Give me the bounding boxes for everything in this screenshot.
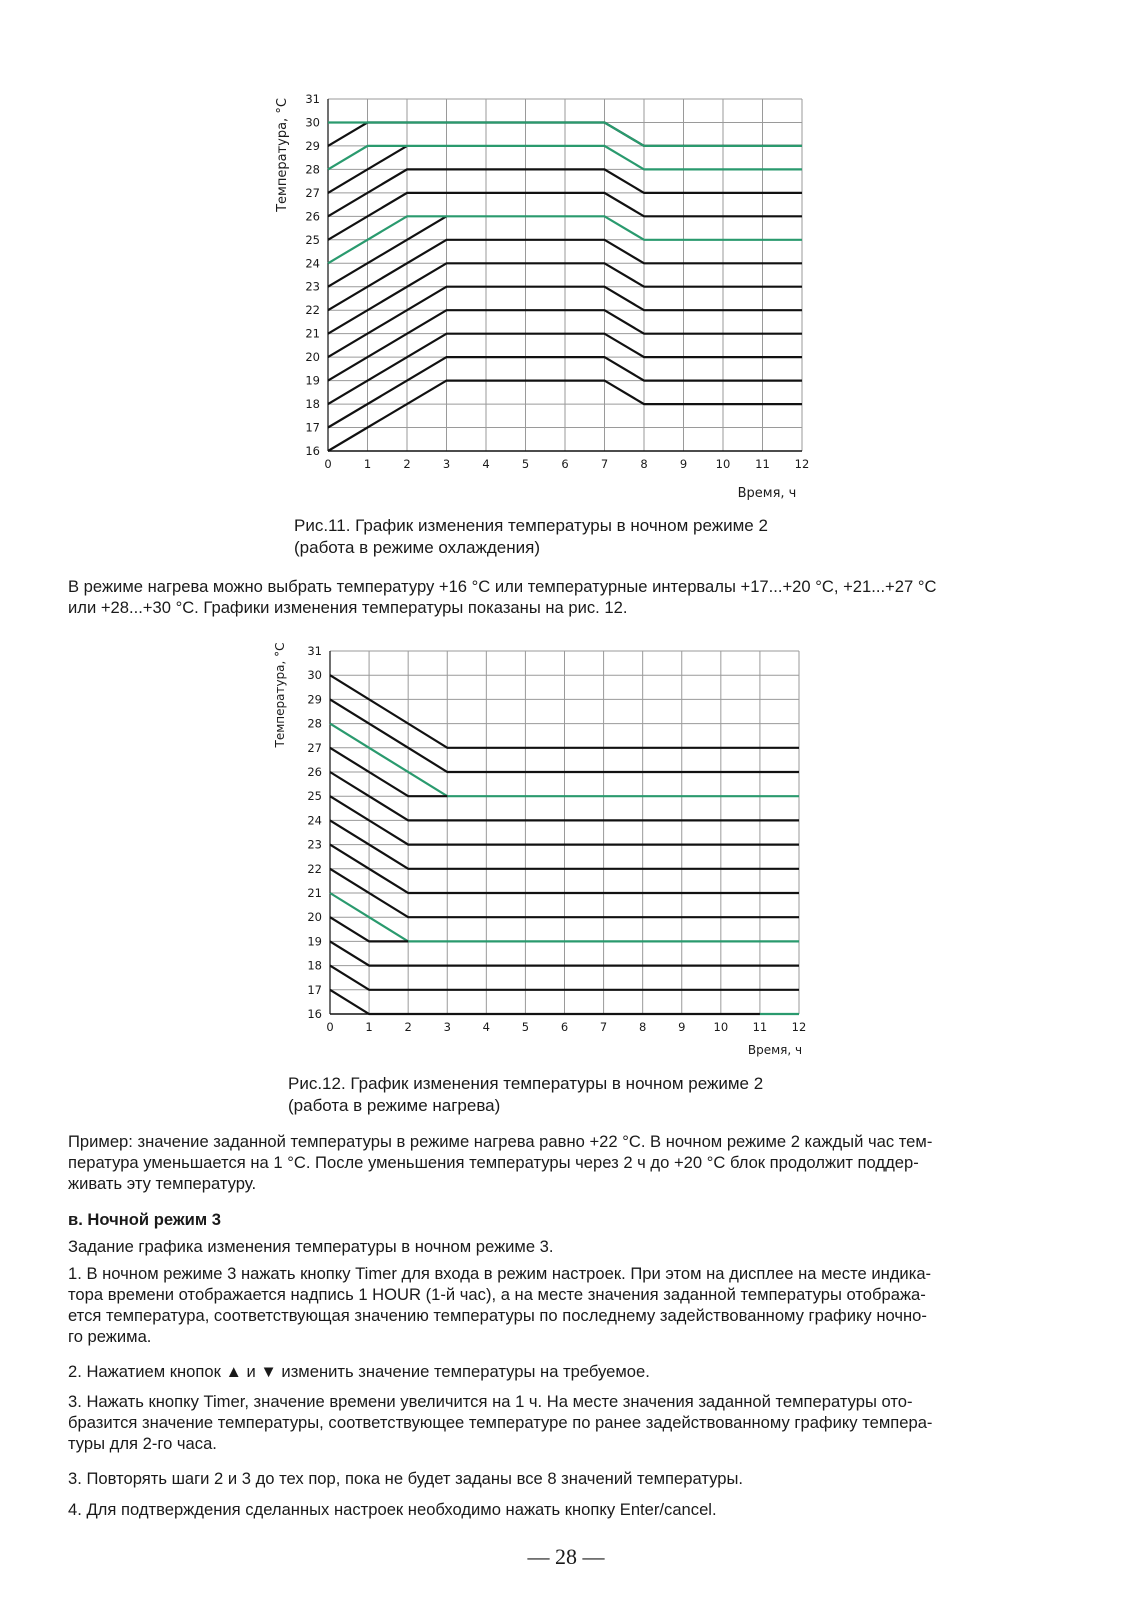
- x-tick-label: 9: [679, 457, 688, 471]
- intro-line: В режиме нагрева можно выбрать температуру +16 °С или температурные интервалы +17...+20 °С, +21...+27 °С: [68, 577, 937, 596]
- y-tick-label: 22: [307, 861, 322, 876]
- step3b-text: 3. Повторять шаги 2 и 3 до тех пор, пока не будет заданы все 8 значений температуры.: [68, 1469, 744, 1488]
- x-tick-label: 12: [794, 457, 810, 471]
- example-line: живать эту температуру.: [68, 1174, 257, 1193]
- y-tick-label: 26: [307, 765, 322, 779]
- y-tick-label: 27: [307, 740, 322, 755]
- y-tick-label: 28: [307, 716, 322, 731]
- page-number: — 28 —: [527, 1544, 605, 1569]
- y-tick-label: 25: [305, 232, 320, 247]
- x-tick-label: 0: [324, 457, 332, 471]
- x-tick-label: 8: [639, 1020, 647, 1034]
- y-tick-label: 21: [307, 886, 322, 900]
- step2-text: 2. Нажатием кнопок ▲ и ▼ изменить значение температуры на требуемое.: [68, 1362, 650, 1381]
- y-tick-label: 17: [305, 420, 320, 435]
- y-tick-label: 25: [307, 789, 322, 804]
- chart-grid: [330, 651, 799, 1014]
- x-tick-label: 11: [755, 457, 770, 471]
- fig12-caption-line1: Рис.12. График изменения температуры в ночном режиме 2: [288, 1074, 764, 1093]
- step4-text: 4. Для подтверждения сделанных настроек необходимо нажать кнопку Enter/cancel.: [68, 1500, 717, 1519]
- y-tick-label: 31: [307, 644, 322, 658]
- y-tick-label: 23: [305, 279, 320, 294]
- y-tick-label: 16: [307, 1007, 322, 1021]
- y-tick-label: 28: [305, 162, 320, 177]
- x-tick-label: 8: [640, 457, 648, 471]
- intro-line: или +28...+30 °С. Графики изменения температуры показаны на рис. 12.: [68, 598, 628, 617]
- y-tick-label: 19: [305, 373, 320, 388]
- y-tick-label: 20: [307, 910, 322, 925]
- x-axis-label: Время, ч: [737, 486, 797, 500]
- y-tick-label: 30: [305, 115, 320, 130]
- y-tick-label: 24: [305, 256, 320, 271]
- y-tick-label: 18: [307, 958, 322, 973]
- x-tick-label: 2: [404, 1020, 412, 1034]
- y-tick-label: 29: [307, 692, 322, 707]
- x-axis-label: Время, ч: [747, 1043, 803, 1057]
- x-tick-label: 1: [363, 457, 372, 471]
- x-tick-label: 6: [561, 457, 569, 471]
- y-tick-label: 17: [307, 982, 322, 997]
- x-tick-label: 5: [521, 457, 530, 471]
- x-tick-label: 7: [599, 1020, 608, 1034]
- task-text: Задание графика изменения температуры в ночном режиме 3.: [68, 1237, 554, 1256]
- fig12-caption-line2: (работа в режиме нагрева): [288, 1096, 501, 1115]
- example-line: пература уменьшается на 1 °С. После уменьшения температуры через 2 ч до +20 °С блок продолжит поддер-: [68, 1153, 919, 1172]
- x-tick-label: 1: [365, 1020, 373, 1034]
- step3-line: 3. Нажать кнопку Timer, значение времени увеличится на 1 ч. На месте значения заданной температуры ото-: [68, 1392, 913, 1411]
- step3-line: туры для 2-го часа.: [68, 1434, 217, 1453]
- fig11-caption-line1: Рис.11. График изменения температуры в ночном режиме 2: [294, 516, 768, 535]
- y-tick-label: 22: [305, 303, 320, 318]
- y-axis-label: Температура, °C: [273, 642, 287, 748]
- series-line-black: [330, 990, 760, 1014]
- step1-line: ется температура, соответствующая значению температуры по последнему задействованному графику ночно-: [68, 1306, 927, 1325]
- example-paragraph: [68, 1131, 1068, 1194]
- step1-line: 1. В ночном режиме 3 нажать кнопку Timer для входа в режим настроек. При этом на дисплее на месте индика-: [68, 1264, 932, 1283]
- y-tick-label: 24: [307, 813, 322, 828]
- y-tick-label: 18: [305, 397, 320, 412]
- section-heading: в. Ночной режим 3: [68, 1210, 221, 1229]
- step3-line: бразится значение температуры, соответствующее температуре по ранее задействованному графику темпера-: [68, 1413, 933, 1432]
- y-tick-label: 20: [305, 350, 320, 365]
- x-tick-label: 2: [403, 457, 411, 471]
- example-line: Пример: значение заданной температуры в режиме нагрева равно +22 °С. В ночном режиме 2 каждый час тем-: [68, 1132, 933, 1151]
- x-tick-label: 12: [791, 1020, 807, 1034]
- y-tick-label: 30: [307, 668, 322, 683]
- step3-paragraph: [68, 1391, 1068, 1454]
- y-tick-label: 29: [305, 138, 320, 153]
- x-tick-label: 3: [442, 457, 451, 471]
- x-tick-label: 9: [678, 1020, 686, 1034]
- y-tick-label: 21: [305, 326, 320, 341]
- y-tick-label: 31: [305, 92, 320, 106]
- fig12-caption: [288, 1073, 763, 1117]
- y-axis-label: Температура, °C: [275, 98, 290, 212]
- x-tick-label: 7: [600, 457, 609, 471]
- x-tick-label: 3: [443, 1020, 451, 1034]
- y-tick-label: 27: [305, 185, 320, 200]
- step1-paragraph: [68, 1263, 1068, 1347]
- y-tick-label: 26: [305, 209, 320, 224]
- x-tick-label: 4: [482, 1020, 490, 1034]
- x-tick-label: 0: [326, 1020, 334, 1034]
- fig11-caption-line2: (работа в режиме охлаждения): [294, 538, 541, 557]
- x-tick-label: 6: [560, 1020, 569, 1034]
- step1-line: тора времени отображается надпись 1 HOUR (1-й час), а на месте значения заданной температуры отобража-: [68, 1285, 926, 1304]
- x-tick-label: 4: [482, 457, 490, 471]
- x-tick-label: 5: [521, 1020, 530, 1034]
- x-tick-label: 11: [752, 1020, 768, 1034]
- y-tick-label: 19: [307, 934, 322, 949]
- y-tick-label: 23: [307, 837, 322, 852]
- y-tick-label: 16: [305, 444, 320, 458]
- step1-line: го режима.: [68, 1327, 152, 1346]
- x-tick-label: 10: [715, 457, 731, 471]
- x-tick-label: 10: [713, 1020, 729, 1034]
